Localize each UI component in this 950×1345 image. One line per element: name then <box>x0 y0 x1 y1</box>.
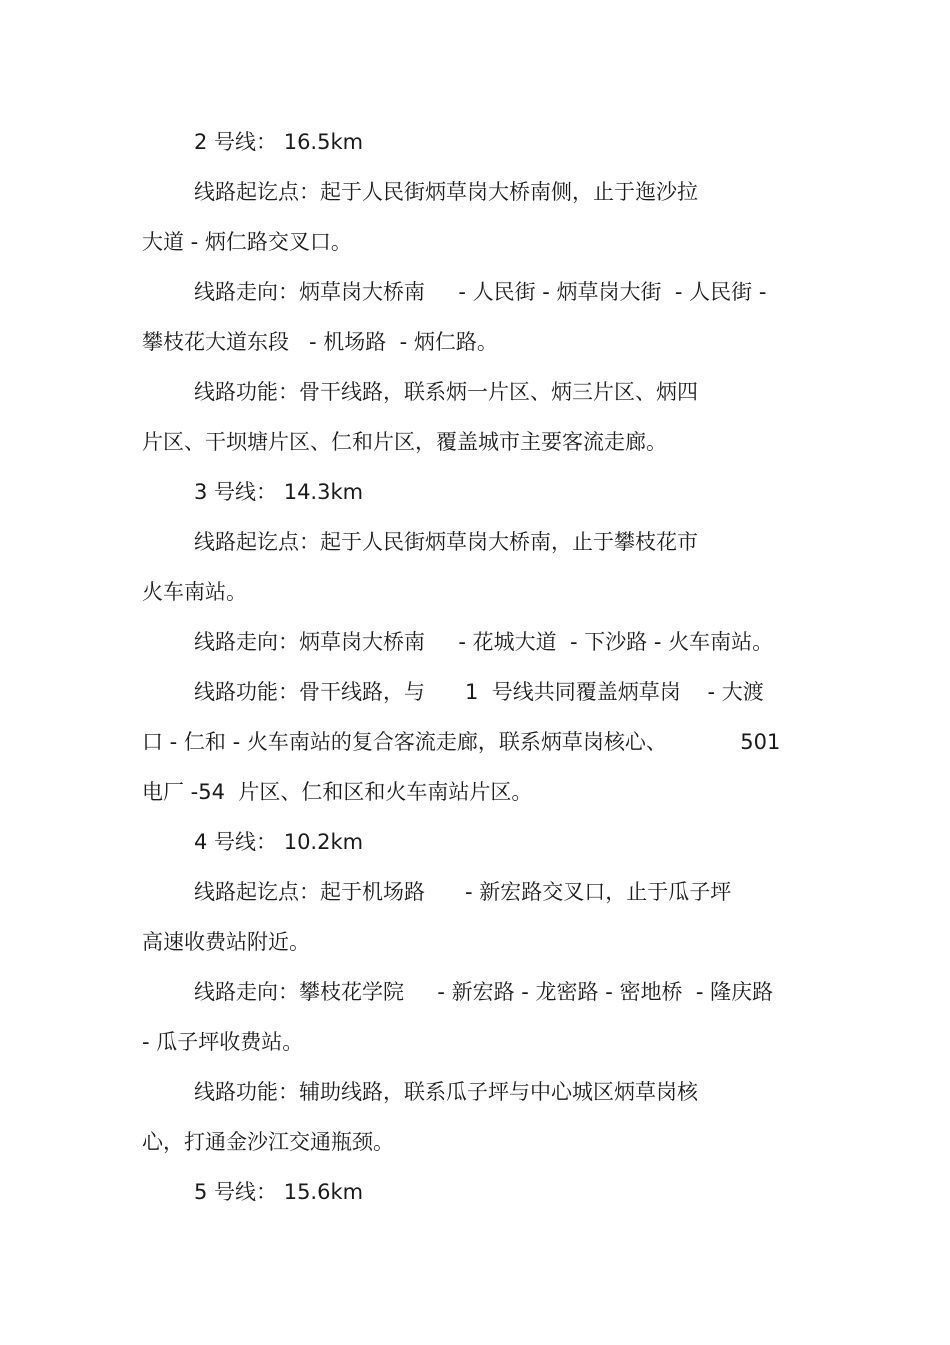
paragraph-line: 线路走向：炳草岗大桥南 - 人民街 - 炳草岗大街 - 人民街 - <box>194 280 767 304</box>
heading-line-2: 2 号线： 16.5km <box>194 130 364 154</box>
paragraph-line: 线路功能：辅助线路，联系瓜子坪与中心城区炳草岗核 <box>194 1080 698 1104</box>
paragraph-line: 片区、干坝塘片区、仁和片区，覆盖城市主要客流走廊。 <box>142 430 667 454</box>
paragraph-line: 线路走向：炳草岗大桥南 - 花城大道 - 下沙路 - 火车南站。 <box>194 630 774 654</box>
paragraph-line: 口 - 仁和 - 火车南站的复合客流走廊，联系炳草岗核心、 501 <box>142 730 781 754</box>
paragraph-line: 电厂 -54 片区、仁和区和火车南站片区。 <box>142 780 533 804</box>
paragraph-line: 线路走向：攀枝花学院 - 新宏路 - 龙密路 - 密地桥 - 隆庆路 <box>194 980 774 1004</box>
paragraph-line: 火车南站。 <box>142 580 247 604</box>
paragraph-line: - 瓜子坪收费站。 <box>142 1030 304 1054</box>
paragraph-line: 大道 - 炳仁路交叉口。 <box>142 230 352 254</box>
paragraph-line: 心，打通金沙江交通瓶颈。 <box>142 1130 394 1154</box>
heading-line-3: 3 号线： 14.3km <box>194 480 364 504</box>
paragraph-line: 高速收费站附近。 <box>142 930 310 954</box>
paragraph-line: 线路起讫点：起于人民街炳草岗大桥南，止于攀枝花市 <box>194 530 698 554</box>
paragraph-line: 线路起讫点：起于机场路 - 新宏路交叉口，止于瓜子坪 <box>194 880 732 904</box>
heading-line-4: 4 号线： 10.2km <box>194 830 364 854</box>
paragraph-line: 线路功能：骨干线路，与 1 号线共同覆盖炳草岗 - 大渡 <box>194 680 764 704</box>
heading-line-5: 5 号线： 15.6km <box>194 1180 364 1204</box>
paragraph-line: 线路起讫点：起于人民街炳草岗大桥南侧，止于迤沙拉 <box>194 180 698 204</box>
paragraph-line: 线路功能：骨干线路，联系炳一片区、炳三片区、炳四 <box>194 380 698 404</box>
paragraph-line: 攀枝花大道东段 - 机场路 - 炳仁路。 <box>142 330 498 354</box>
